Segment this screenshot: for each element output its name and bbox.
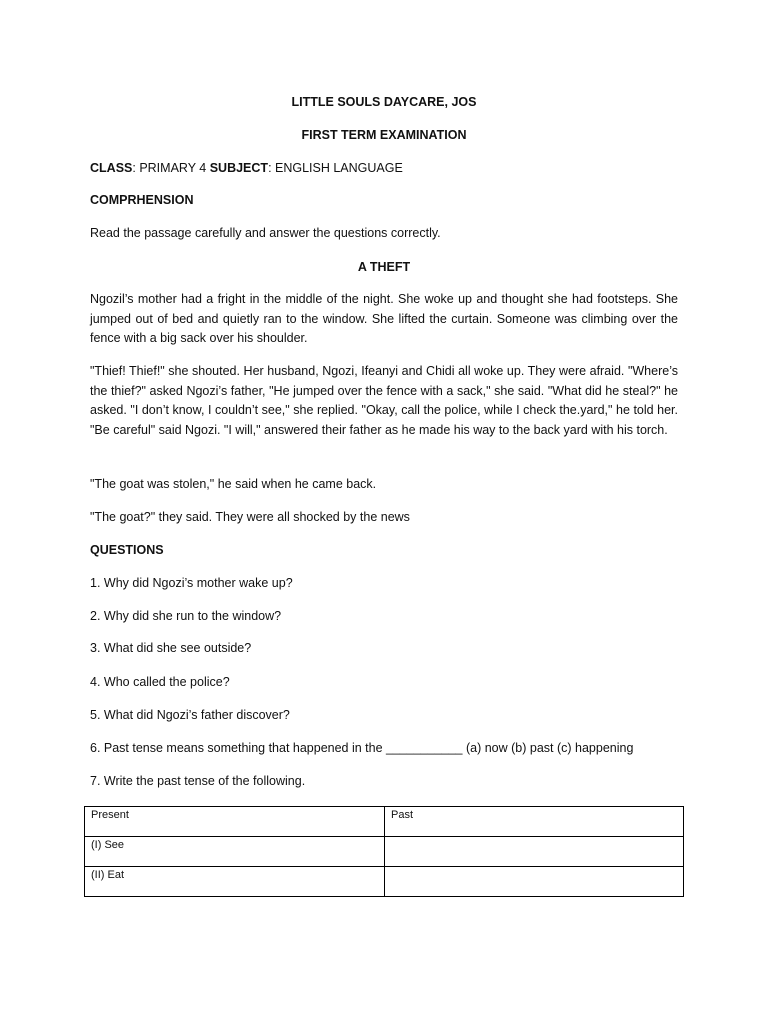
exam-title: FIRST TERM EXAMINATION — [301, 128, 467, 142]
class-value: : PRIMARY 4 — [132, 161, 210, 175]
subject-value: : ENGLISH LANGUAGE — [268, 161, 403, 175]
paragraph-text: "Thief! Thief!" she shouted. Her husband, Ngozi, Ifeanyi and Chidi all woke up. They were afraid. "Where’s the thief?" asked Ngozi’s father, "He jumped over the fence with a sack," she said. "What did he steal?" he asked. "I don’t know, I couldn’t see," she replied. "Okay, call the police, while I check the.yard," he told her. "Be careful" said Ngozi. "I will," answered their father as he made his way to the back yard with his torch. — [90, 364, 678, 438]
table-row — [85, 867, 684, 897]
passage-title: A THEFT — [357, 260, 411, 274]
instruction-text: Read the passage carefully and answer the questions correctly. — [90, 226, 441, 240]
table-cell: (I) See — [85, 837, 385, 867]
passage-paragraph-2 — [90, 362, 678, 441]
school-name: LITTLE SOULS DAYCARE, JOS — [291, 95, 477, 109]
question-item: 4. Who called the police? — [90, 675, 230, 689]
question-item: 2. Why did she run to the window? — [90, 609, 282, 623]
table-answer-cell[interactable] — [385, 837, 684, 867]
passage-paragraph-4: "The goat?" they said. They were all shocked by the news — [90, 510, 410, 524]
passage-paragraph-1 — [90, 290, 678, 349]
tense-table — [84, 806, 684, 897]
question-item: 3. What did she see outside? — [90, 641, 252, 655]
question-item: 6. Past tense means something that happened in the ___________ (a) now (b) past (c) happening — [90, 741, 634, 755]
table-cell: (II) Eat — [85, 867, 385, 897]
table-header-cell: Past — [385, 807, 684, 837]
table-header-cell: Present — [85, 807, 385, 837]
class-label: CLASS — [90, 161, 133, 175]
question-item: 5. What did Ngozi’s father discover? — [90, 708, 290, 722]
class-subject-line — [90, 160, 678, 176]
table-header-row — [85, 807, 684, 837]
question-item: 1. Why did Ngozi’s mother wake up? — [90, 576, 293, 590]
paragraph-text: Ngozil’s mother had a fright in the middle of the night. She woke up and thought she had footsteps. She jumped out of bed and quietly ran to the window. She lifted the curtain. Someone was climbing over the fence with a big sack over his shoulder. — [90, 292, 678, 346]
passage-paragraph-3: "The goat was stolen," he said when he came back. — [90, 477, 377, 491]
section-title: COMPRHENSION — [90, 193, 194, 207]
question-item: 7. Write the past tense of the following. — [90, 774, 306, 788]
subject-label: SUBJECT — [209, 161, 269, 175]
questions-title: QUESTIONS — [90, 543, 164, 557]
table-row — [85, 837, 684, 867]
table-answer-cell[interactable] — [385, 867, 684, 897]
